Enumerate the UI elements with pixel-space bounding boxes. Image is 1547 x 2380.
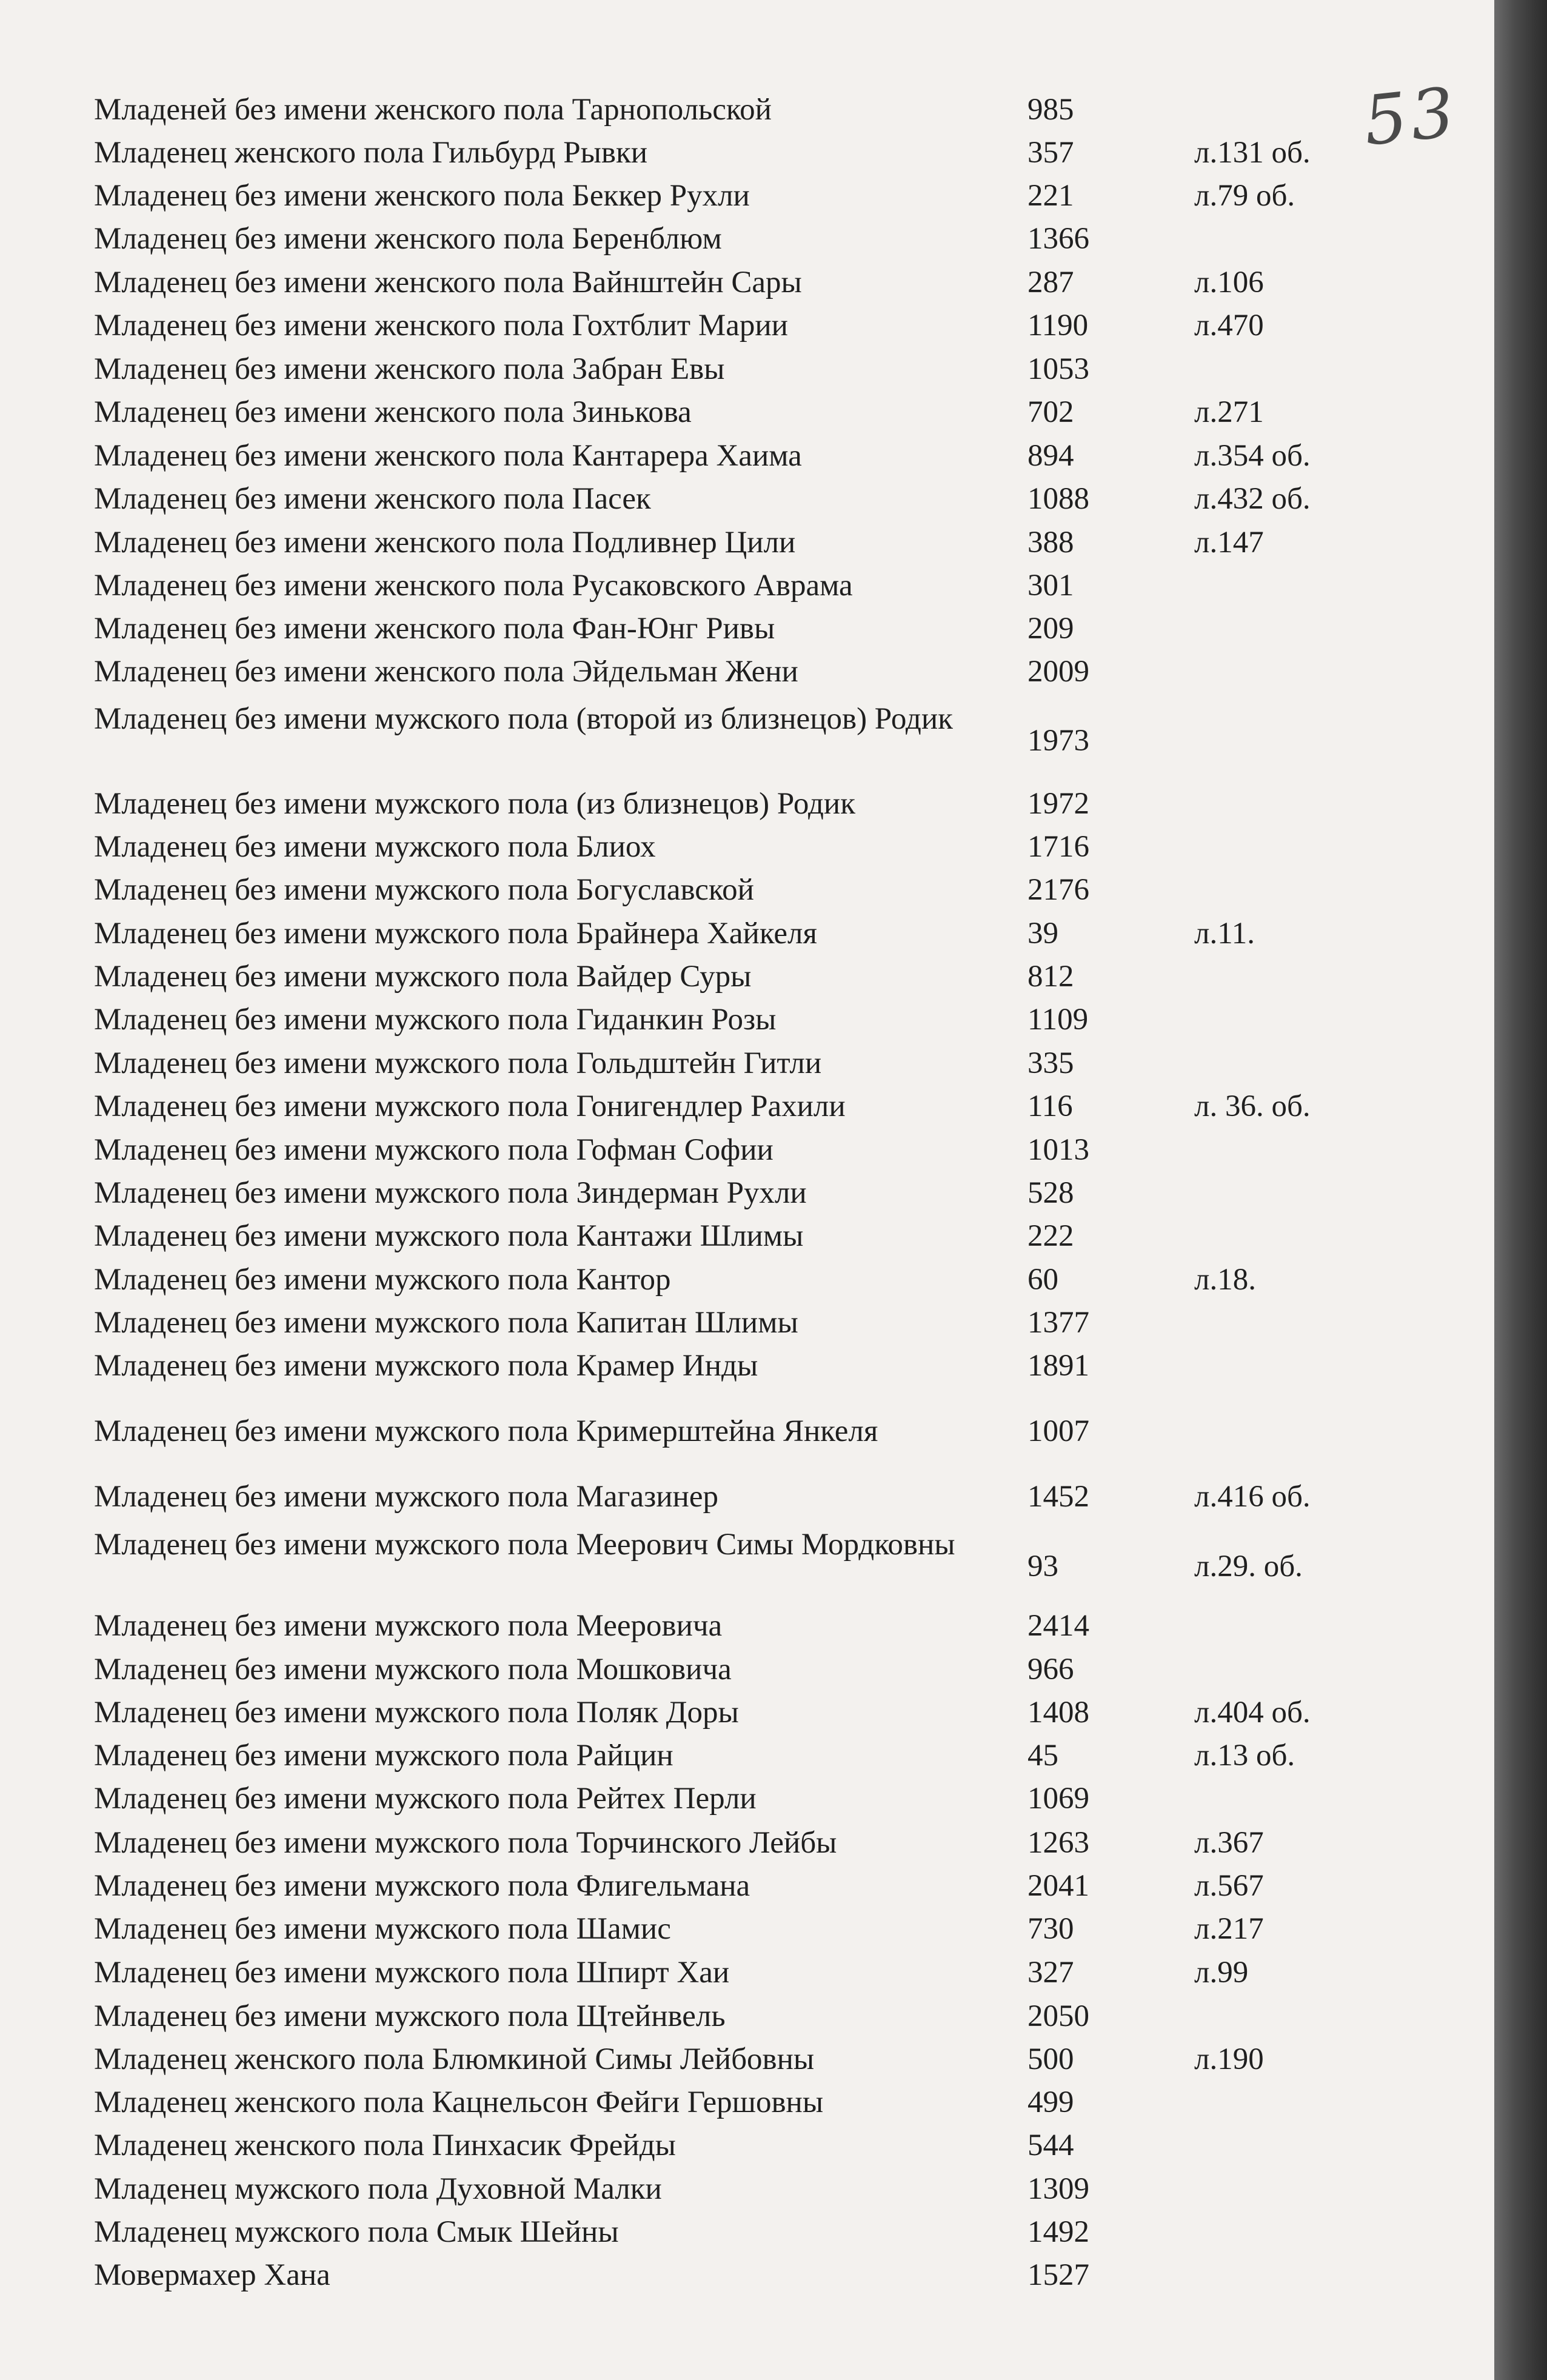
- entry-name: Младенец без имени женского пола Кантарера Хаима: [94, 439, 802, 473]
- entry-sheet-ref: л.367: [1194, 1826, 1264, 1860]
- entry-sheet-ref: л.190: [1194, 2042, 1264, 2076]
- entry-sheet-ref: л.131 об.: [1194, 136, 1311, 170]
- entry-sheet-ref: л.404 об.: [1194, 1696, 1311, 1730]
- entry-number: 1972: [1027, 787, 1089, 821]
- entry-sheet-ref: л.13 об.: [1194, 1739, 1295, 1773]
- entry-number: 500: [1027, 2042, 1074, 2076]
- entry-name: Младенец без имени мужского пола Поляк Доры: [94, 1696, 739, 1730]
- entry-number: 544: [1027, 2128, 1074, 2162]
- entry-number: 116: [1027, 1089, 1073, 1123]
- entry-sheet-ref: л.79 об.: [1194, 179, 1295, 213]
- entry-name: Младенец без имени женского пола Фан-Юнг Ривы: [94, 612, 775, 646]
- entry-number: 1088: [1027, 482, 1089, 516]
- entry-sheet-ref: л.217: [1194, 1912, 1264, 1946]
- entry-number: 1492: [1027, 2215, 1089, 2249]
- entry-name: Младенец без имени мужского пола Магазинер: [94, 1480, 718, 1514]
- entry-name: Младенец без имени мужского пола Гиданкин Розы: [94, 1003, 777, 1037]
- entry-name: Младенец без имени мужского пола Мошковича: [94, 1653, 732, 1686]
- entry-number: 209: [1027, 612, 1074, 646]
- entry-number: 301: [1027, 569, 1074, 603]
- entry-number: 1190: [1027, 309, 1089, 343]
- entry-name: Младенец женского пола Пинхасик Фрейды: [94, 2128, 676, 2162]
- entry-name: Младенец без имени женского пола Беккер Рухли: [94, 179, 750, 213]
- entry-number: 2041: [1027, 1869, 1089, 1903]
- entry-sheet-ref: л.470: [1194, 309, 1264, 343]
- entry-number: 1007: [1027, 1414, 1089, 1448]
- entry-number: 45: [1027, 1739, 1058, 1773]
- entry-number: 985: [1027, 93, 1074, 127]
- entry-name: Младенец женского пола Кацнельсон Фейги Гершовны: [94, 2085, 824, 2119]
- entry-number: 93: [1027, 1549, 1058, 1583]
- entry-name: Младенец без имени женского пола Подливнер Цили: [94, 526, 796, 560]
- entry-name: Младенец без имени мужского пола Вайдер Суры: [94, 960, 752, 994]
- entry-number: 1377: [1027, 1306, 1089, 1340]
- entry-name: Младенец без имени мужского пола Гонигендлер Рахили: [94, 1089, 846, 1123]
- entry-sheet-ref: л.99: [1194, 1956, 1249, 1990]
- entry-number: 60: [1027, 1263, 1058, 1297]
- entry-number: 2414: [1027, 1609, 1089, 1643]
- entry-name: Младенец без имени мужского пола Кантажи Шлимы: [94, 1219, 804, 1253]
- entry-number: 1408: [1027, 1696, 1089, 1730]
- entry-name: Младеней без имени женского пола Тарнопольской: [94, 93, 772, 127]
- entry-number: 1109: [1027, 1003, 1089, 1037]
- entry-number: 1053: [1027, 352, 1089, 386]
- entry-sheet-ref: л.354 об.: [1194, 439, 1311, 473]
- entry-name: Младенец без имени мужского пола Шамис: [94, 1912, 671, 1946]
- entry-sheet-ref: л.271: [1194, 395, 1264, 429]
- entry-number: 730: [1027, 1912, 1074, 1946]
- entry-sheet-ref: л.29. об.: [1194, 1549, 1303, 1583]
- entry-number: 1891: [1027, 1349, 1089, 1383]
- entry-name: Младенец без имени мужского пола Гольдштейн Гитли: [94, 1046, 822, 1080]
- entry-name: Младенец мужского пола Смык Шейны: [94, 2215, 619, 2249]
- entry-name: Младенец женского пола Гильбурд Рывки: [94, 136, 648, 170]
- entry-sheet-ref: л.416 об.: [1194, 1480, 1311, 1514]
- entry-name: Младенец без имени мужского пола Брайнера Хайкеля: [94, 917, 817, 951]
- entry-name: Младенец без имени мужского пола Крамер Инды: [94, 1349, 758, 1383]
- entry-number: 2050: [1027, 1999, 1089, 2033]
- entry-number: 335: [1027, 1046, 1074, 1080]
- entry-sheet-ref: л.106: [1194, 266, 1264, 299]
- entry-name: Младенец без имени мужского пола Богуславской: [94, 873, 754, 907]
- entry-name: Младенец без имени женского пола Эйдельман Жени: [94, 655, 798, 689]
- entry-number: 1527: [1027, 2258, 1089, 2292]
- entry-number: 222: [1027, 1219, 1074, 1253]
- entry-name: Младенец без имени мужского пола (второй из близнецов) Родик: [94, 702, 953, 736]
- entry-name: Младенец без имени мужского пола Мееровича: [94, 1609, 723, 1643]
- entry-name: Младенец без имени мужского пола Зиндерман Рухли: [94, 1176, 807, 1210]
- entry-number: 894: [1027, 439, 1074, 473]
- entry-sheet-ref: л.11.: [1194, 917, 1255, 951]
- entry-name: Младенец без имени женского пола Гохтблит Марии: [94, 309, 788, 343]
- entry-number: 499: [1027, 2085, 1074, 2119]
- entry-name: Младенец без имени мужского пола Торчинского Лейбы: [94, 1826, 837, 1860]
- entry-sheet-ref: л.567: [1194, 1869, 1264, 1903]
- book-spine-shadow: [1494, 0, 1547, 2380]
- entry-number: 1263: [1027, 1826, 1089, 1860]
- entry-name: Младенец без имени мужского пола Рейтех Перли: [94, 1782, 757, 1816]
- entry-name: Младенец без имени женского пола Русаковского Аврама: [94, 569, 853, 603]
- entry-name: Младенец без имени женского пола Забран Евы: [94, 352, 725, 386]
- entry-name: Младенец без имени мужского пола Флигельмана: [94, 1869, 750, 1903]
- entry-name: Младенец без имени мужского пола Кримерштейна Янкеля: [94, 1414, 878, 1448]
- entry-name: Младенец без имени мужского пола Гофман Софии: [94, 1133, 774, 1167]
- entry-number: 1973: [1027, 724, 1089, 758]
- entry-number: 1309: [1027, 2172, 1089, 2206]
- entry-number: 39: [1027, 917, 1058, 951]
- entry-number: 357: [1027, 136, 1074, 170]
- entry-number: 812: [1027, 960, 1074, 994]
- entry-number: 1366: [1027, 222, 1089, 256]
- entry-number: 221: [1027, 179, 1074, 213]
- entry-number: 2009: [1027, 655, 1089, 689]
- entry-number: 702: [1027, 395, 1074, 429]
- entry-name: Младенец без имени женского пола Пасек: [94, 482, 651, 516]
- entry-number: 966: [1027, 1653, 1074, 1686]
- entry-name: Младенец без имени мужского пола Меерович Симы Мордковны: [94, 1528, 955, 1562]
- entry-sheet-ref: л. 36. об.: [1194, 1089, 1311, 1123]
- entry-name: Младенец без имени мужского пола Щтейнвель: [94, 1999, 726, 2033]
- entry-number: 528: [1027, 1176, 1074, 1210]
- entry-number: 1452: [1027, 1480, 1089, 1514]
- entry-name: Младенец без имени мужского пола (из близнецов) Родик: [94, 787, 855, 821]
- entry-name: Младенец без имени женского пола Зинькова: [94, 395, 692, 429]
- entry-number: 1069: [1027, 1782, 1089, 1816]
- entry-name: Младенец женского пола Блюмкиной Симы Лейбовны: [94, 2042, 815, 2076]
- entry-number: 327: [1027, 1956, 1074, 1990]
- entry-name: Младенец без имени мужского пола Райцин: [94, 1739, 673, 1773]
- entry-sheet-ref: л.432 об.: [1194, 482, 1311, 516]
- entry-number: 1013: [1027, 1133, 1089, 1167]
- entry-name: Младенец без имени мужского пола Кантор: [94, 1263, 671, 1297]
- entry-name: Младенец без имени женского пола Беренблюм: [94, 222, 722, 256]
- entry-name: Мовермахер Хана: [94, 2258, 330, 2292]
- entry-number: 2176: [1027, 873, 1089, 907]
- entry-name: Младенец без имени женского пола Вайнштейн Сары: [94, 266, 802, 299]
- entry-sheet-ref: л.18.: [1194, 1263, 1256, 1297]
- entry-number: 388: [1027, 526, 1074, 560]
- entry-name: Младенец без имени мужского пола Шпирт Хаи: [94, 1956, 730, 1990]
- entry-number: 287: [1027, 266, 1074, 299]
- entry-sheet-ref: л.147: [1194, 526, 1264, 560]
- entry-name: Младенец без имени мужского пола Блиох: [94, 830, 656, 864]
- entry-number: 1716: [1027, 830, 1089, 864]
- handwritten-page-number: 53: [1360, 73, 1462, 161]
- entry-name: Младенец без имени мужского пола Капитан Шлимы: [94, 1306, 798, 1340]
- entry-name: Младенец мужского пола Духовной Малки: [94, 2172, 662, 2206]
